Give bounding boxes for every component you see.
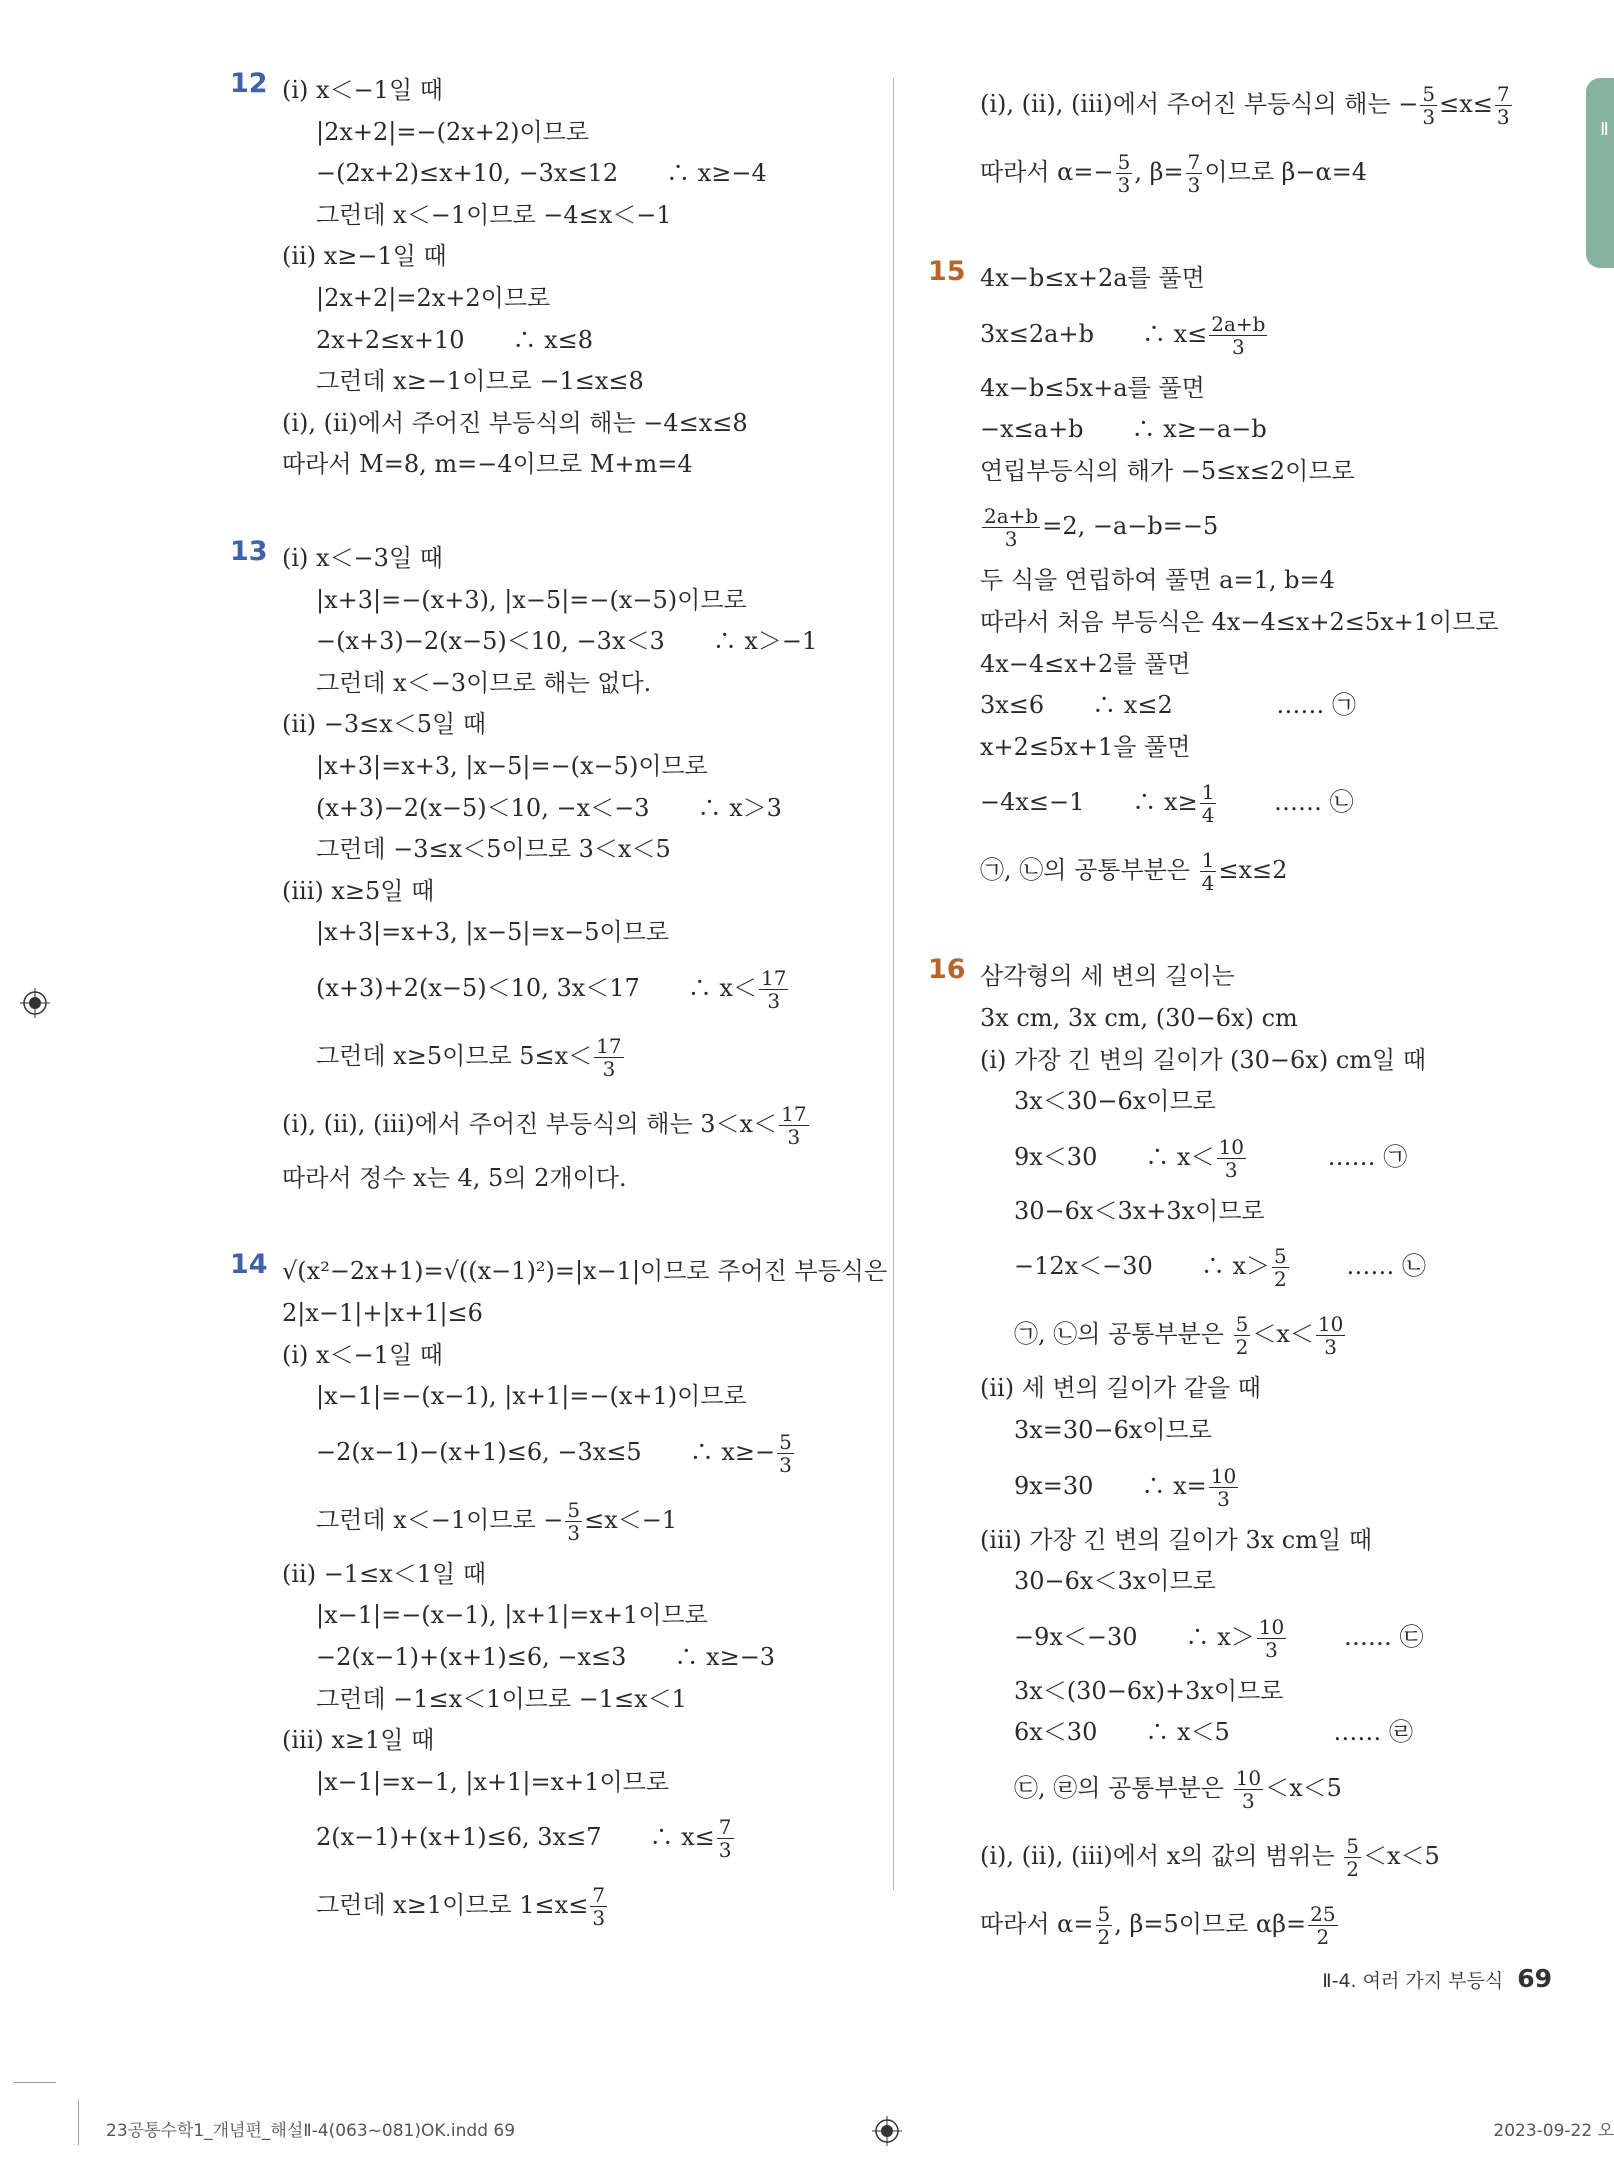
math-text: 그런데 x≥−1이므로 −1≤x≤8 [316, 367, 644, 396]
solution-line [232, 70, 872, 112]
solution-line [930, 138, 1540, 206]
fraction [982, 505, 1040, 550]
math-text: …… ㉠ [1247, 1142, 1408, 1171]
fraction-numerator: 1 [1201, 848, 1215, 873]
right-column [930, 70, 1540, 2010]
fraction-numerator: 17 [781, 1101, 807, 1126]
fraction-denominator: 3 [1224, 1157, 1238, 1182]
fraction-numerator: 5 [1117, 150, 1131, 174]
problem-12 [232, 70, 872, 486]
fraction-denominator: 3 [1324, 1335, 1337, 1360]
fraction-denominator: 3 [602, 1056, 616, 1081]
math-text: 3x≤2a+b ∴ x≤ [980, 319, 1208, 348]
solution-line [930, 602, 1540, 644]
fraction [779, 1103, 808, 1148]
solution-line [930, 998, 1540, 1040]
solution-line [930, 644, 1540, 686]
math-text: ≤x≤2 [1218, 856, 1288, 885]
section-title: Ⅱ-4. 여러 가지 부등식 [1322, 1970, 1504, 1992]
math-text: (ⅰ) x＜−3일 때 [282, 543, 443, 572]
solution-line [930, 1822, 1540, 1890]
solution-line [930, 768, 1540, 836]
fraction [1234, 1313, 1251, 1358]
math-text: x+2≤5x+1을 풀면 [980, 732, 1191, 761]
fraction-denominator: 3 [1496, 105, 1510, 129]
solution-line [930, 1232, 1540, 1300]
math-text: 4x−b≤x+2a를 풀면 [980, 264, 1205, 292]
solution-line [232, 621, 872, 663]
fraction-numerator: 5 [1097, 1901, 1111, 1926]
left-column [230, 68, 888, 1991]
solution-line [930, 1712, 1540, 1754]
solution-line [232, 1595, 872, 1637]
math-text: , β=5이므로 αβ= [1114, 1909, 1307, 1938]
math-text: |x+3|=−(x+3), |x−5|=−(x−5)이므로 [316, 585, 747, 614]
solution-line [232, 112, 872, 154]
solution-line [930, 727, 1540, 769]
math-text: , β= [1134, 158, 1184, 186]
solution-line [232, 746, 872, 788]
fraction [1200, 849, 1217, 894]
fraction [1209, 1465, 1238, 1510]
solution-line [930, 1561, 1540, 1603]
solution-line [930, 492, 1540, 560]
problem-number: 12 [230, 68, 268, 99]
fraction [1420, 83, 1437, 128]
fraction-denominator: 3 [1217, 1486, 1230, 1511]
solution-line [930, 956, 1540, 998]
math-text: −12x＜−30 ∴ x＞ [1014, 1252, 1270, 1281]
fraction-denominator: 3 [779, 1452, 792, 1477]
solution-line [930, 300, 1540, 368]
fraction-denominator: 2 [1346, 1856, 1360, 1881]
math-text: 2(x−1)+(x+1)≤6, 3x≤7 ∴ x≤ [316, 1823, 715, 1852]
math-text: (ⅰ) x＜−1일 때 [282, 1340, 443, 1369]
solution-line [230, 535, 872, 580]
fraction-denominator: 3 [787, 1124, 801, 1149]
crop-mark [78, 2100, 79, 2145]
math-text: 그런데 x≥5이므로 5≤x＜ [316, 1041, 593, 1070]
fraction-numerator: 10 [1317, 1312, 1344, 1337]
math-text: 2x+2≤x+10 ∴ x≤8 [316, 325, 594, 354]
solution-line [930, 1452, 1540, 1520]
fraction-numerator: 2a+b [1211, 311, 1266, 336]
solution-line [232, 153, 872, 195]
fraction-numerator: 7 [1187, 150, 1201, 174]
math-text: −4x≤−1 ∴ x≥ [980, 788, 1198, 817]
fraction-numerator: 25 [1310, 1901, 1336, 1926]
math-text: |x−1|=−(x−1), |x+1|=−(x+1)이므로 [316, 1382, 747, 1411]
math-text: 6x＜30 ∴ x＜5 …… ㉣ [1014, 1718, 1414, 1747]
math-text: 따라서 α= [980, 1909, 1094, 1938]
math-text: ≤x≤ [1439, 90, 1493, 118]
fraction-denominator: 2 [1316, 1924, 1330, 1949]
page-footer [1322, 1964, 1552, 1993]
math-text: ＜x＜ [1252, 1320, 1314, 1349]
chapter-side-tab-label: Ⅱ [1600, 119, 1609, 140]
math-text: 따라서 정수 x는 4, 5의 2개이다. [282, 1163, 627, 1192]
math-text: …… ㉡ [1290, 1252, 1426, 1281]
math-text: 4x−4≤x+2를 풀면 [980, 649, 1191, 678]
fraction-denominator: 3 [767, 988, 781, 1013]
math-text: ＜x＜5 [1363, 1841, 1440, 1870]
solution-line [930, 451, 1540, 493]
fraction-numerator: 5 [567, 1497, 581, 1522]
fraction [1308, 1903, 1337, 1948]
fraction-denominator: 3 [592, 1906, 606, 1931]
math-text: 두 식을 연립하여 풀면 a=1, b=4 [980, 566, 1335, 595]
math-text: 2|x−1|+|x+1|≤6 [282, 1299, 483, 1328]
solution-line [232, 829, 872, 871]
solution-line [232, 1554, 872, 1596]
math-text: 그런데 −3≤x＜5이므로 3＜x＜5 [316, 835, 671, 864]
math-text: −(2x+2)≤x+10, −3x≤12 ∴ x≥−4 [316, 159, 767, 188]
math-text: 30−6x＜3x이므로 [1014, 1567, 1216, 1596]
math-text: −(x+3)−2(x−5)＜10, −3x＜3 ∴ x＞−1 [316, 627, 818, 656]
solution-line [930, 1603, 1540, 1671]
solution-line [232, 1090, 872, 1158]
math-text: (ⅱ) 세 변의 길이가 같을 때 [980, 1374, 1261, 1403]
math-text: −x≤a+b ∴ x≥−a−b [980, 415, 1267, 444]
fraction [1234, 1767, 1263, 1812]
solution-line [232, 871, 872, 913]
math-text: 3x cm, 3x cm, (30−6x) cm [980, 1003, 1298, 1032]
fraction-numerator: 5 [779, 1429, 792, 1454]
solution-line [232, 663, 872, 705]
math-text: 30−6x＜3x+3x이므로 [1014, 1196, 1265, 1225]
fraction-numerator: 10 [1258, 1614, 1285, 1639]
solution-line [930, 1191, 1540, 1233]
solution-line [232, 361, 872, 403]
problem-13 [230, 535, 872, 1200]
math-text: 그런데 x＜−1이므로 −4≤x＜−1 [316, 200, 672, 229]
math-text: |x−1|=x−1, |x+1|=x+1이므로 [316, 1767, 670, 1796]
chapter-side-tab [1586, 78, 1614, 268]
fraction [1316, 1313, 1345, 1358]
solution-line [232, 1871, 872, 1939]
fraction-numerator: 5 [1235, 1312, 1249, 1337]
fraction-denominator: 3 [1231, 334, 1245, 359]
math-text: …… ㉡ [1218, 788, 1354, 817]
solution-line [930, 1520, 1540, 1562]
fraction [1116, 151, 1133, 196]
fraction [1495, 83, 1512, 128]
math-text: 이므로 β−α=4 [1204, 158, 1368, 186]
math-text: 따라서 처음 부등식은 4x−4≤x+2≤5x+1이므로 [980, 607, 1499, 636]
solution-line [232, 320, 872, 362]
fraction [1200, 781, 1217, 826]
math-text: |x+3|=x+3, |x−5|=x−5이므로 [316, 918, 670, 947]
math-text: 따라서 M=8, m=−4이므로 M+m=4 [282, 450, 693, 479]
math-text: ＜x＜5 [1265, 1773, 1342, 1802]
solution-line [930, 1081, 1540, 1123]
math-text: (ⅲ) x≥5일 때 [282, 876, 435, 905]
math-text: −2(x−1)+(x+1)≤6, −x≤3 ∴ x≥−3 [316, 1643, 776, 1672]
math-text: (ⅰ), (ⅱ), (ⅲ)에서 주어진 부등식의 해는 3＜x＜ [282, 1109, 778, 1138]
fraction-numerator: 17 [760, 965, 787, 990]
fraction-denominator: 3 [1117, 173, 1131, 197]
solution-line [930, 1410, 1540, 1452]
registration-mark-icon [20, 988, 50, 1018]
solution-line [232, 1376, 872, 1418]
math-text: (x+3)+2(x−5)＜10, 3x＜17 ∴ x＜ [316, 973, 757, 1002]
fraction-numerator: 5 [1274, 1244, 1287, 1269]
fraction-numerator: 10 [1235, 1765, 1262, 1790]
math-text: 삼각형의 세 변의 길이는 [980, 962, 1235, 991]
fraction-numerator: 7 [1496, 82, 1510, 106]
fraction [590, 1884, 607, 1929]
fraction [777, 1431, 794, 1476]
solution-line [930, 1123, 1540, 1191]
problem-number: 16 [928, 954, 966, 986]
problem-number: 14 [230, 1249, 268, 1281]
fraction-numerator: 17 [596, 1033, 622, 1058]
solution-line [232, 444, 872, 486]
fraction-denominator: 4 [1201, 803, 1215, 828]
fraction-numerator: 7 [592, 1883, 606, 1908]
solution-line [930, 836, 1540, 904]
fraction [1272, 1245, 1289, 1290]
fraction-numerator: 2a+b [984, 504, 1039, 529]
fraction-numerator: 5 [1346, 1833, 1360, 1858]
print-slug-file: 23공통수학1_개념편_해설Ⅱ-4(063~081)OK.indd 69 [106, 2121, 516, 2141]
column-divider [893, 78, 894, 1890]
fraction-denominator: 2 [1274, 1267, 1287, 1292]
fraction-denominator: 2 [1235, 1335, 1249, 1360]
math-text: 3x=30−6x이므로 [1014, 1415, 1212, 1444]
fraction [1257, 1616, 1286, 1661]
solution-line [232, 1803, 872, 1871]
math-text: …… ㉢ [1288, 1622, 1424, 1651]
math-text: √(x²−2x+1)=√((x−1)²)=|x−1|이므로 주어진 부등식은 [282, 1257, 888, 1286]
solution-line [232, 195, 872, 237]
fraction [1209, 313, 1267, 358]
math-text: |2x+2|=2x+2이므로 [316, 283, 551, 312]
fraction-denominator: 3 [1422, 105, 1436, 129]
problem-number: 13 [230, 535, 268, 567]
math-text: 9x=30 ∴ x= [1014, 1471, 1207, 1500]
math-text: (ⅰ), (ⅱ), (ⅲ)에서 x의 값의 범위는 [980, 1841, 1343, 1870]
fraction [1186, 151, 1203, 196]
solution-line [232, 236, 872, 278]
solution-line [232, 704, 872, 746]
solution-line [232, 1251, 888, 1293]
fraction [1217, 1136, 1246, 1181]
math-text: 그런데 x＜−1이므로 − [316, 1505, 564, 1534]
math-text: 따라서 α=− [980, 158, 1114, 186]
math-text: =2, −a−b=−5 [1042, 512, 1219, 541]
math-text: (ⅱ) −1≤x＜1일 때 [282, 1559, 486, 1588]
math-text: −2(x−1)−(x+1)≤6, −3x≤5 ∴ x≥− [316, 1437, 776, 1466]
math-text: (ⅰ) x＜−1일 때 [282, 76, 443, 104]
solution-line [232, 788, 872, 830]
solution-line [232, 1335, 872, 1377]
math-text: ㉠, ㉡의 공통부분은 [980, 856, 1198, 885]
solution-line [232, 1486, 872, 1554]
problem-16 [930, 956, 1540, 1958]
fraction-denominator: 3 [1241, 1788, 1255, 1813]
solution-line [930, 685, 1540, 727]
problem-15 [930, 258, 1540, 904]
fraction-numerator: 10 [1210, 1463, 1237, 1488]
math-text: 3x≤6 ∴ x≤2 …… ㉠ [980, 691, 1356, 720]
solution-line [930, 560, 1540, 602]
solution-line [930, 368, 1540, 410]
fraction-denominator: 3 [1187, 173, 1201, 197]
math-text: |x−1|=−(x−1), |x+1|=x+1이므로 [316, 1601, 708, 1630]
math-text: |2x+2|=−(2x+2)이므로 [316, 117, 590, 146]
problem-continuation [930, 70, 1540, 206]
solution-line [232, 1720, 872, 1762]
solution-line [930, 1300, 1540, 1368]
fraction-denominator: 4 [1201, 871, 1215, 896]
math-text: ㉢, ㉣의 공통부분은 [1014, 1773, 1232, 1802]
math-text: 그런데 −1≤x＜1이므로 −1≤x＜1 [316, 1684, 687, 1713]
registration-mark-icon [872, 2116, 902, 2146]
math-text: (x+3)−2(x−5)＜10, −x＜−3 ∴ x＞3 [316, 793, 782, 822]
problem-14 [230, 1249, 888, 1939]
fraction-numerator: 5 [1422, 82, 1436, 106]
solution-line [232, 1293, 872, 1335]
solution-line [930, 409, 1540, 451]
math-text: (ⅲ) 가장 긴 변의 길이가 3x cm일 때 [980, 1525, 1372, 1554]
solution-line [930, 70, 1540, 138]
solution-line [232, 580, 872, 622]
fraction [1344, 1835, 1361, 1880]
fraction-denominator: 2 [1097, 1924, 1111, 1949]
solution-line [232, 1158, 872, 1200]
fraction-denominator: 3 [718, 1838, 732, 1863]
math-text: 4x−b≤5x+a를 풀면 [980, 373, 1205, 402]
math-text: (ⅰ), (ⅱ), (ⅲ)에서 주어진 부등식의 해는 − [980, 90, 1419, 118]
fraction [717, 1816, 734, 1861]
fraction-numerator: 10 [1218, 1134, 1244, 1159]
math-text: 연립부등식의 해가 −5≤x≤2이므로 [980, 456, 1355, 485]
solution-line [930, 258, 1540, 300]
math-text: ≤x＜−1 [584, 1505, 678, 1534]
fraction [565, 1499, 582, 1544]
fraction-denominator: 3 [1265, 1637, 1278, 1662]
solution-line [232, 1418, 872, 1486]
solution-line [930, 1040, 1540, 1082]
solution-line [232, 1022, 872, 1090]
math-text: −9x＜−30 ∴ x＞ [1014, 1622, 1255, 1651]
math-text: 9x＜30 ∴ x＜ [1014, 1142, 1215, 1171]
solution-line [930, 1671, 1540, 1713]
math-text: (ⅲ) x≥1일 때 [282, 1726, 435, 1755]
math-text: (ⅰ), (ⅱ)에서 주어진 부등식의 해는 −4≤x≤8 [282, 408, 748, 437]
page-number: 69 [1517, 1964, 1552, 1993]
solution-line [232, 1637, 872, 1679]
fraction [1096, 1903, 1113, 1948]
math-text: 3x＜30−6x이므로 [1014, 1087, 1216, 1116]
crop-mark [14, 2082, 56, 2083]
math-text: 그런데 x＜−3이므로 해는 없다. [316, 668, 652, 697]
math-text: 3x＜(30−6x)+3x이므로 [1014, 1676, 1284, 1705]
math-text: (ⅱ) −3≤x＜5일 때 [282, 710, 486, 739]
math-text: ㉠, ㉡의 공통부분은 [1014, 1320, 1232, 1349]
solution-line [232, 1679, 872, 1721]
fraction-numerator: 7 [718, 1815, 732, 1840]
fraction-denominator: 3 [1004, 527, 1018, 552]
math-text: 그런데 x≥1이므로 1≤x≤ [316, 1891, 589, 1920]
solution-line [930, 1890, 1540, 1958]
solution-line [930, 1368, 1540, 1410]
fraction [594, 1035, 623, 1080]
solution-line [232, 278, 872, 320]
math-text: |x+3|=x+3, |x−5|=−(x−5)이므로 [316, 751, 708, 780]
print-slug-date: 2023-09-22 오 [1493, 2121, 1614, 2141]
fraction-numerator: 1 [1201, 780, 1215, 805]
solution-line [232, 954, 872, 1022]
solution-line [930, 1754, 1540, 1822]
math-text: (ⅰ) 가장 긴 변의 길이가 (30−6x) cm일 때 [980, 1045, 1427, 1074]
fraction [759, 967, 788, 1012]
fraction-denominator: 3 [567, 1520, 581, 1545]
problem-number: 15 [928, 256, 966, 287]
solution-line [232, 403, 872, 445]
solution-line [232, 1762, 872, 1804]
math-text: (ⅱ) x≥−1일 때 [282, 242, 447, 271]
solution-line [232, 912, 872, 954]
